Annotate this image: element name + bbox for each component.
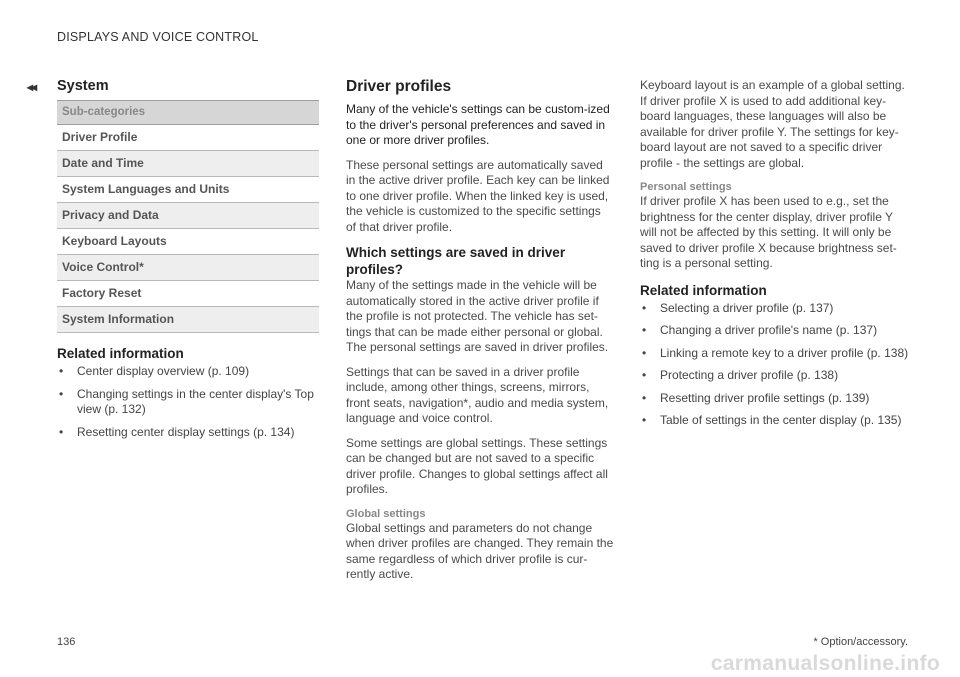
related-link[interactable]: • Table of settings in the center display (p. 135) xyxy=(642,413,902,427)
bullet-icon: • xyxy=(642,300,647,315)
footnote: * Option/accessory. xyxy=(813,636,908,648)
paragraph: Some settings are global settings. These settings can be changed but are not saved to a specific driver profile. Changes to global settings affect all profiles. xyxy=(346,435,608,496)
watermark: carmanualsonline.info xyxy=(710,652,940,675)
related-link[interactable]: • Center display overview (p. 109) xyxy=(59,364,250,378)
related-link[interactable]: • Resetting driver profile settings (p. 139) xyxy=(642,390,870,405)
subcategories-table xyxy=(57,100,319,333)
paragraph: These personal settings are automatically saved in the active driver profile. Each key can be linked to one driver profile. When the linked key is used, the vehicle is customized to the specific settings of that driver profile. xyxy=(346,157,610,234)
table-header: Sub-categories xyxy=(57,101,319,125)
personal-settings-heading: Personal settings xyxy=(640,181,732,193)
related-list xyxy=(640,301,912,429)
column-driver-profiles xyxy=(346,78,614,592)
table-row: Keyboard Layouts xyxy=(57,229,319,255)
bullet-icon: • xyxy=(59,424,64,439)
system-title: System xyxy=(57,78,109,94)
related-link[interactable]: • Changing a driver profile's name (p. 137) xyxy=(642,323,878,337)
back-arrows-icon[interactable]: ◂◂ xyxy=(27,80,36,94)
global-settings-heading: Global settings xyxy=(346,507,426,520)
table-row: Factory Reset xyxy=(57,281,319,307)
table-row: Privacy and Data xyxy=(57,203,319,229)
bullet-icon: • xyxy=(59,386,64,401)
related-link[interactable]: • Linking a remote key to a driver profile (p. 138) xyxy=(642,345,909,360)
column-settings xyxy=(640,78,912,436)
paragraph: Keyboard layout is an example of a global setting. If driver profile X is used to add additional key-board languages, these languages will also be available for driver profile Y. The settings for key-board layout are not saved to a specific driver profile - the settings are global. xyxy=(640,78,905,170)
related-link[interactable]: • Selecting a driver profile (p. 137) xyxy=(642,300,834,315)
related-info-heading: Related information xyxy=(640,282,767,298)
table-row: Driver Profile xyxy=(57,125,319,151)
related-list xyxy=(57,364,319,440)
bullet-icon: • xyxy=(642,345,647,360)
table-row: System Languages and Units xyxy=(57,177,319,203)
paragraph: Global settings and parameters do not change when driver profiles are changed. They remain the same regardless of which driver profile is cur-rently active. xyxy=(346,520,614,581)
bullet-icon: • xyxy=(642,390,647,405)
paragraph: Many of the settings made in the vehicle will be automatically stored in the active driver profile if the profile is not protected. The vehicle has set-tings that can be made either personal or global. The personal settings are saved in driver profiles. xyxy=(346,278,609,354)
section-heading: Which settings are saved in driver profiles? xyxy=(346,245,566,277)
bullet-icon: • xyxy=(642,368,647,382)
paragraph: If driver profile X has been used to e.g., set the brightness for the center display, driver profile Y will not be affected by this setting. It will only be saved to driver profile X because brightness set-ting is a personal setting. xyxy=(640,194,897,270)
related-link[interactable]: • Changing settings in the center display's Top view (p. 132) xyxy=(59,386,314,416)
page-header: DISPLAYS AND VOICE CONTROL xyxy=(57,30,259,44)
column-system xyxy=(57,78,319,447)
table-row: Date and Time xyxy=(57,151,319,177)
bullet-icon: • xyxy=(642,413,647,427)
bullet-icon: • xyxy=(642,323,647,337)
bullet-icon: • xyxy=(59,364,64,378)
table-row: System Information xyxy=(57,307,319,333)
table-row: Voice Control* xyxy=(57,255,319,281)
page-number: 136 xyxy=(57,636,76,648)
driver-profiles-title: Driver profiles xyxy=(346,78,452,95)
related-link[interactable]: • Resetting center display settings (p. 134) xyxy=(59,424,295,439)
related-info-heading: Related information xyxy=(57,346,184,361)
paragraph: Settings that can be saved in a driver profile include, among other things, screens, mirrors, front seats, navigation*, audio and media system, language and voice control. xyxy=(346,364,609,425)
related-link[interactable]: • Protecting a driver profile (p. 138) xyxy=(642,368,839,382)
lead-paragraph: Many of the vehicle's settings can be custom-ized to the driver's personal preferences and saved in one or more driver profiles. xyxy=(346,102,610,147)
